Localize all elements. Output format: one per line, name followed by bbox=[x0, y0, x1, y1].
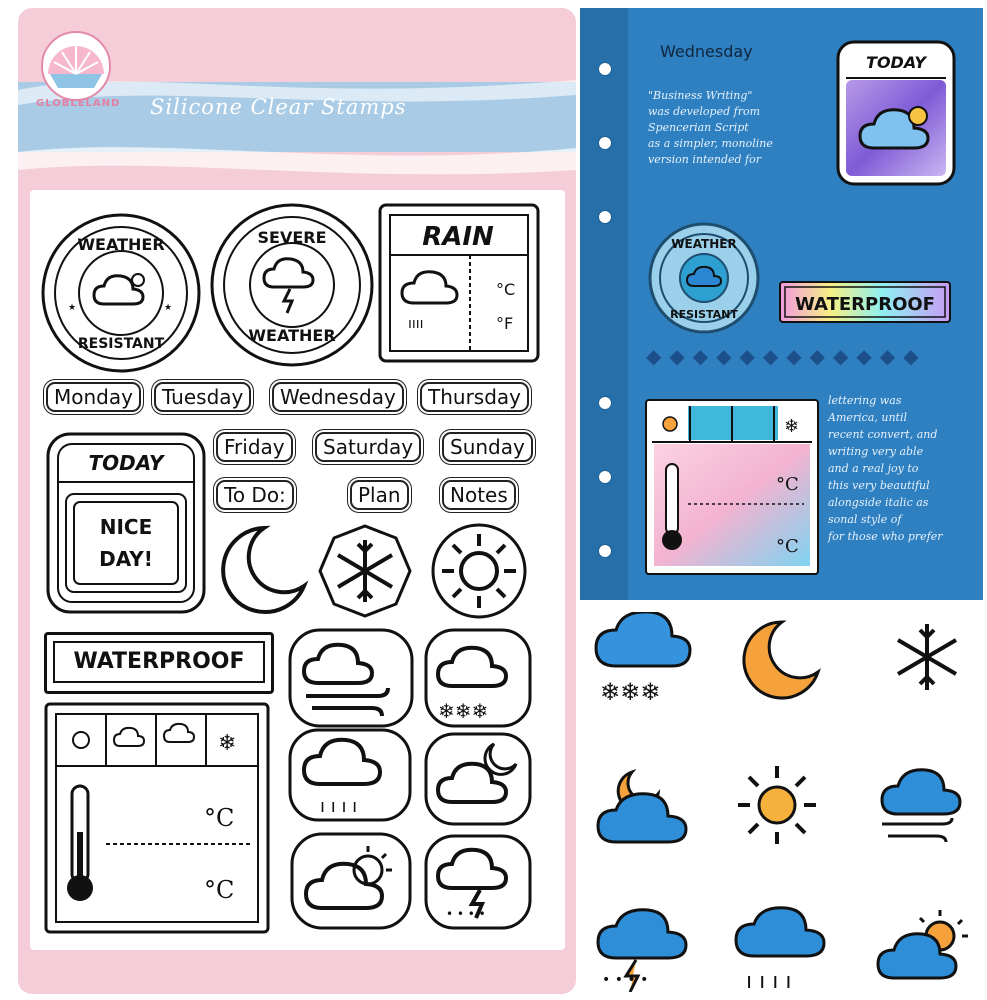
sun-icon bbox=[428, 522, 530, 620]
script-block-2 bbox=[828, 392, 943, 545]
rain-title: RAIN bbox=[422, 222, 494, 252]
binder-hole bbox=[598, 544, 612, 558]
moon-cloud-icon bbox=[424, 732, 532, 826]
script-line: this very beautiful bbox=[828, 479, 930, 492]
script-line: version intended for bbox=[648, 153, 762, 166]
sample-unit1: °C bbox=[776, 474, 799, 495]
thermo-unit2: °C bbox=[204, 876, 235, 904]
label-todo: To Do: bbox=[216, 480, 294, 510]
script-block-1 bbox=[648, 88, 773, 168]
svg-text:❄: ❄ bbox=[784, 416, 800, 437]
brand-logo bbox=[40, 30, 112, 102]
windy-cloud-icon bbox=[876, 764, 970, 846]
today-card-stamp bbox=[46, 432, 206, 614]
sample-seal-top: WEATHER bbox=[671, 237, 737, 251]
sample-today-card bbox=[836, 40, 956, 186]
waterproof-stamp bbox=[44, 632, 274, 694]
seal-bottom-text: RESISTANT bbox=[77, 336, 165, 352]
svg-text:ıııı: ıııı bbox=[408, 316, 424, 332]
today-title: TODAY bbox=[88, 451, 164, 475]
day-sunday: Sunday bbox=[442, 432, 533, 462]
script-line: lettering was bbox=[828, 394, 902, 407]
storm-cloud-icon bbox=[592, 906, 696, 992]
snow-cloud-icon bbox=[590, 612, 694, 704]
script-line: as a simpler, monoline bbox=[648, 137, 773, 150]
seal-weather-resistant bbox=[40, 212, 202, 374]
sun-icon bbox=[734, 762, 820, 848]
rain-box-stamp bbox=[378, 203, 540, 363]
svg-text:❄: ❄ bbox=[218, 731, 237, 756]
storm-cloud-icon bbox=[424, 834, 532, 930]
script-line: sonal style of bbox=[828, 513, 902, 526]
today-line1: NICE bbox=[99, 515, 153, 539]
unit-f: °F bbox=[496, 314, 514, 333]
binder-hole bbox=[598, 136, 612, 150]
rain-cloud-icon bbox=[288, 728, 412, 822]
svg-text:ı ı ı ı: ı ı ı ı bbox=[746, 969, 792, 992]
script-line: was developed from bbox=[648, 105, 761, 118]
package-title: Silicone Clear Stamps bbox=[150, 95, 407, 119]
sample-waterproof bbox=[778, 280, 952, 324]
label-notes: Notes bbox=[442, 480, 516, 510]
script-line: "Business Writing" bbox=[648, 89, 753, 102]
day-saturday: Saturday bbox=[315, 432, 421, 462]
svg-text:★: ★ bbox=[68, 303, 77, 313]
svg-text:• • • •: • • • • bbox=[446, 907, 486, 921]
day-tuesday: Tuesday bbox=[154, 382, 251, 412]
sample-seal bbox=[644, 220, 764, 336]
seal-top-text: WEATHER bbox=[77, 235, 165, 254]
brand-name: GLOBLELAND bbox=[36, 98, 121, 109]
unit-c: °C bbox=[496, 280, 516, 299]
svg-text:★: ★ bbox=[164, 303, 173, 313]
diamond-border: ◆◆◆◆◆◆◆◆◆◆◆◆ bbox=[646, 344, 927, 368]
seal-severe-weather bbox=[210, 203, 374, 367]
thermo-unit1: °C bbox=[204, 804, 235, 832]
script-line: recent convert, and bbox=[828, 428, 938, 441]
binder-hole bbox=[598, 396, 612, 410]
script-line: Spencerian Script bbox=[648, 121, 749, 134]
svg-text:• • • •: • • • • bbox=[602, 972, 649, 988]
script-line: and a real joy to bbox=[828, 462, 919, 475]
waterproof-text: WATERPROOF bbox=[53, 641, 265, 683]
sample-day: Wednesday bbox=[660, 42, 753, 61]
sun-cloud-icon bbox=[872, 906, 972, 986]
seal-top-text: SEVERE bbox=[257, 228, 327, 247]
moon-icon bbox=[736, 618, 822, 702]
day-thursday: Thursday bbox=[420, 382, 529, 412]
day-friday: Friday bbox=[216, 432, 293, 462]
day-monday: Monday bbox=[46, 382, 141, 412]
rain-cloud-icon bbox=[730, 904, 826, 992]
script-line: writing very able bbox=[828, 445, 924, 458]
windy-cloud-icon bbox=[288, 628, 414, 728]
script-line: for those who prefer bbox=[828, 530, 943, 543]
thermometer-card-stamp bbox=[44, 702, 270, 934]
binder-margin bbox=[580, 8, 628, 600]
script-line: America, until bbox=[828, 411, 907, 424]
sample-thermometer-card bbox=[644, 398, 820, 576]
sample-unit2: °C bbox=[776, 536, 799, 557]
sun-cloud-icon bbox=[290, 832, 412, 930]
today-line2: DAY! bbox=[99, 547, 153, 571]
sample-seal-bottom: RESISTANT bbox=[670, 308, 738, 321]
day-wednesday: Wednesday bbox=[272, 382, 404, 412]
snowflake-icon bbox=[318, 524, 412, 618]
moon-icon bbox=[212, 522, 310, 618]
binder-hole bbox=[598, 62, 612, 76]
svg-text:❄❄❄: ❄❄❄ bbox=[438, 699, 489, 723]
svg-text:❄❄❄: ❄❄❄ bbox=[600, 678, 661, 704]
sample-waterproof-text: WATERPROOF bbox=[795, 294, 935, 315]
binder-hole bbox=[598, 210, 612, 224]
binder-hole bbox=[598, 470, 612, 484]
label-plan: Plan bbox=[350, 480, 409, 510]
seal-bottom-text: WEATHER bbox=[248, 326, 336, 345]
svg-text:ı ı ı ı: ı ı ı ı bbox=[320, 796, 358, 817]
sample-today-title: TODAY bbox=[866, 53, 926, 72]
script-line: alongside italic as bbox=[828, 496, 929, 509]
snow-cloud-icon bbox=[424, 628, 532, 728]
moon-cloud-icon bbox=[592, 766, 696, 848]
snowflake-icon bbox=[888, 618, 966, 696]
